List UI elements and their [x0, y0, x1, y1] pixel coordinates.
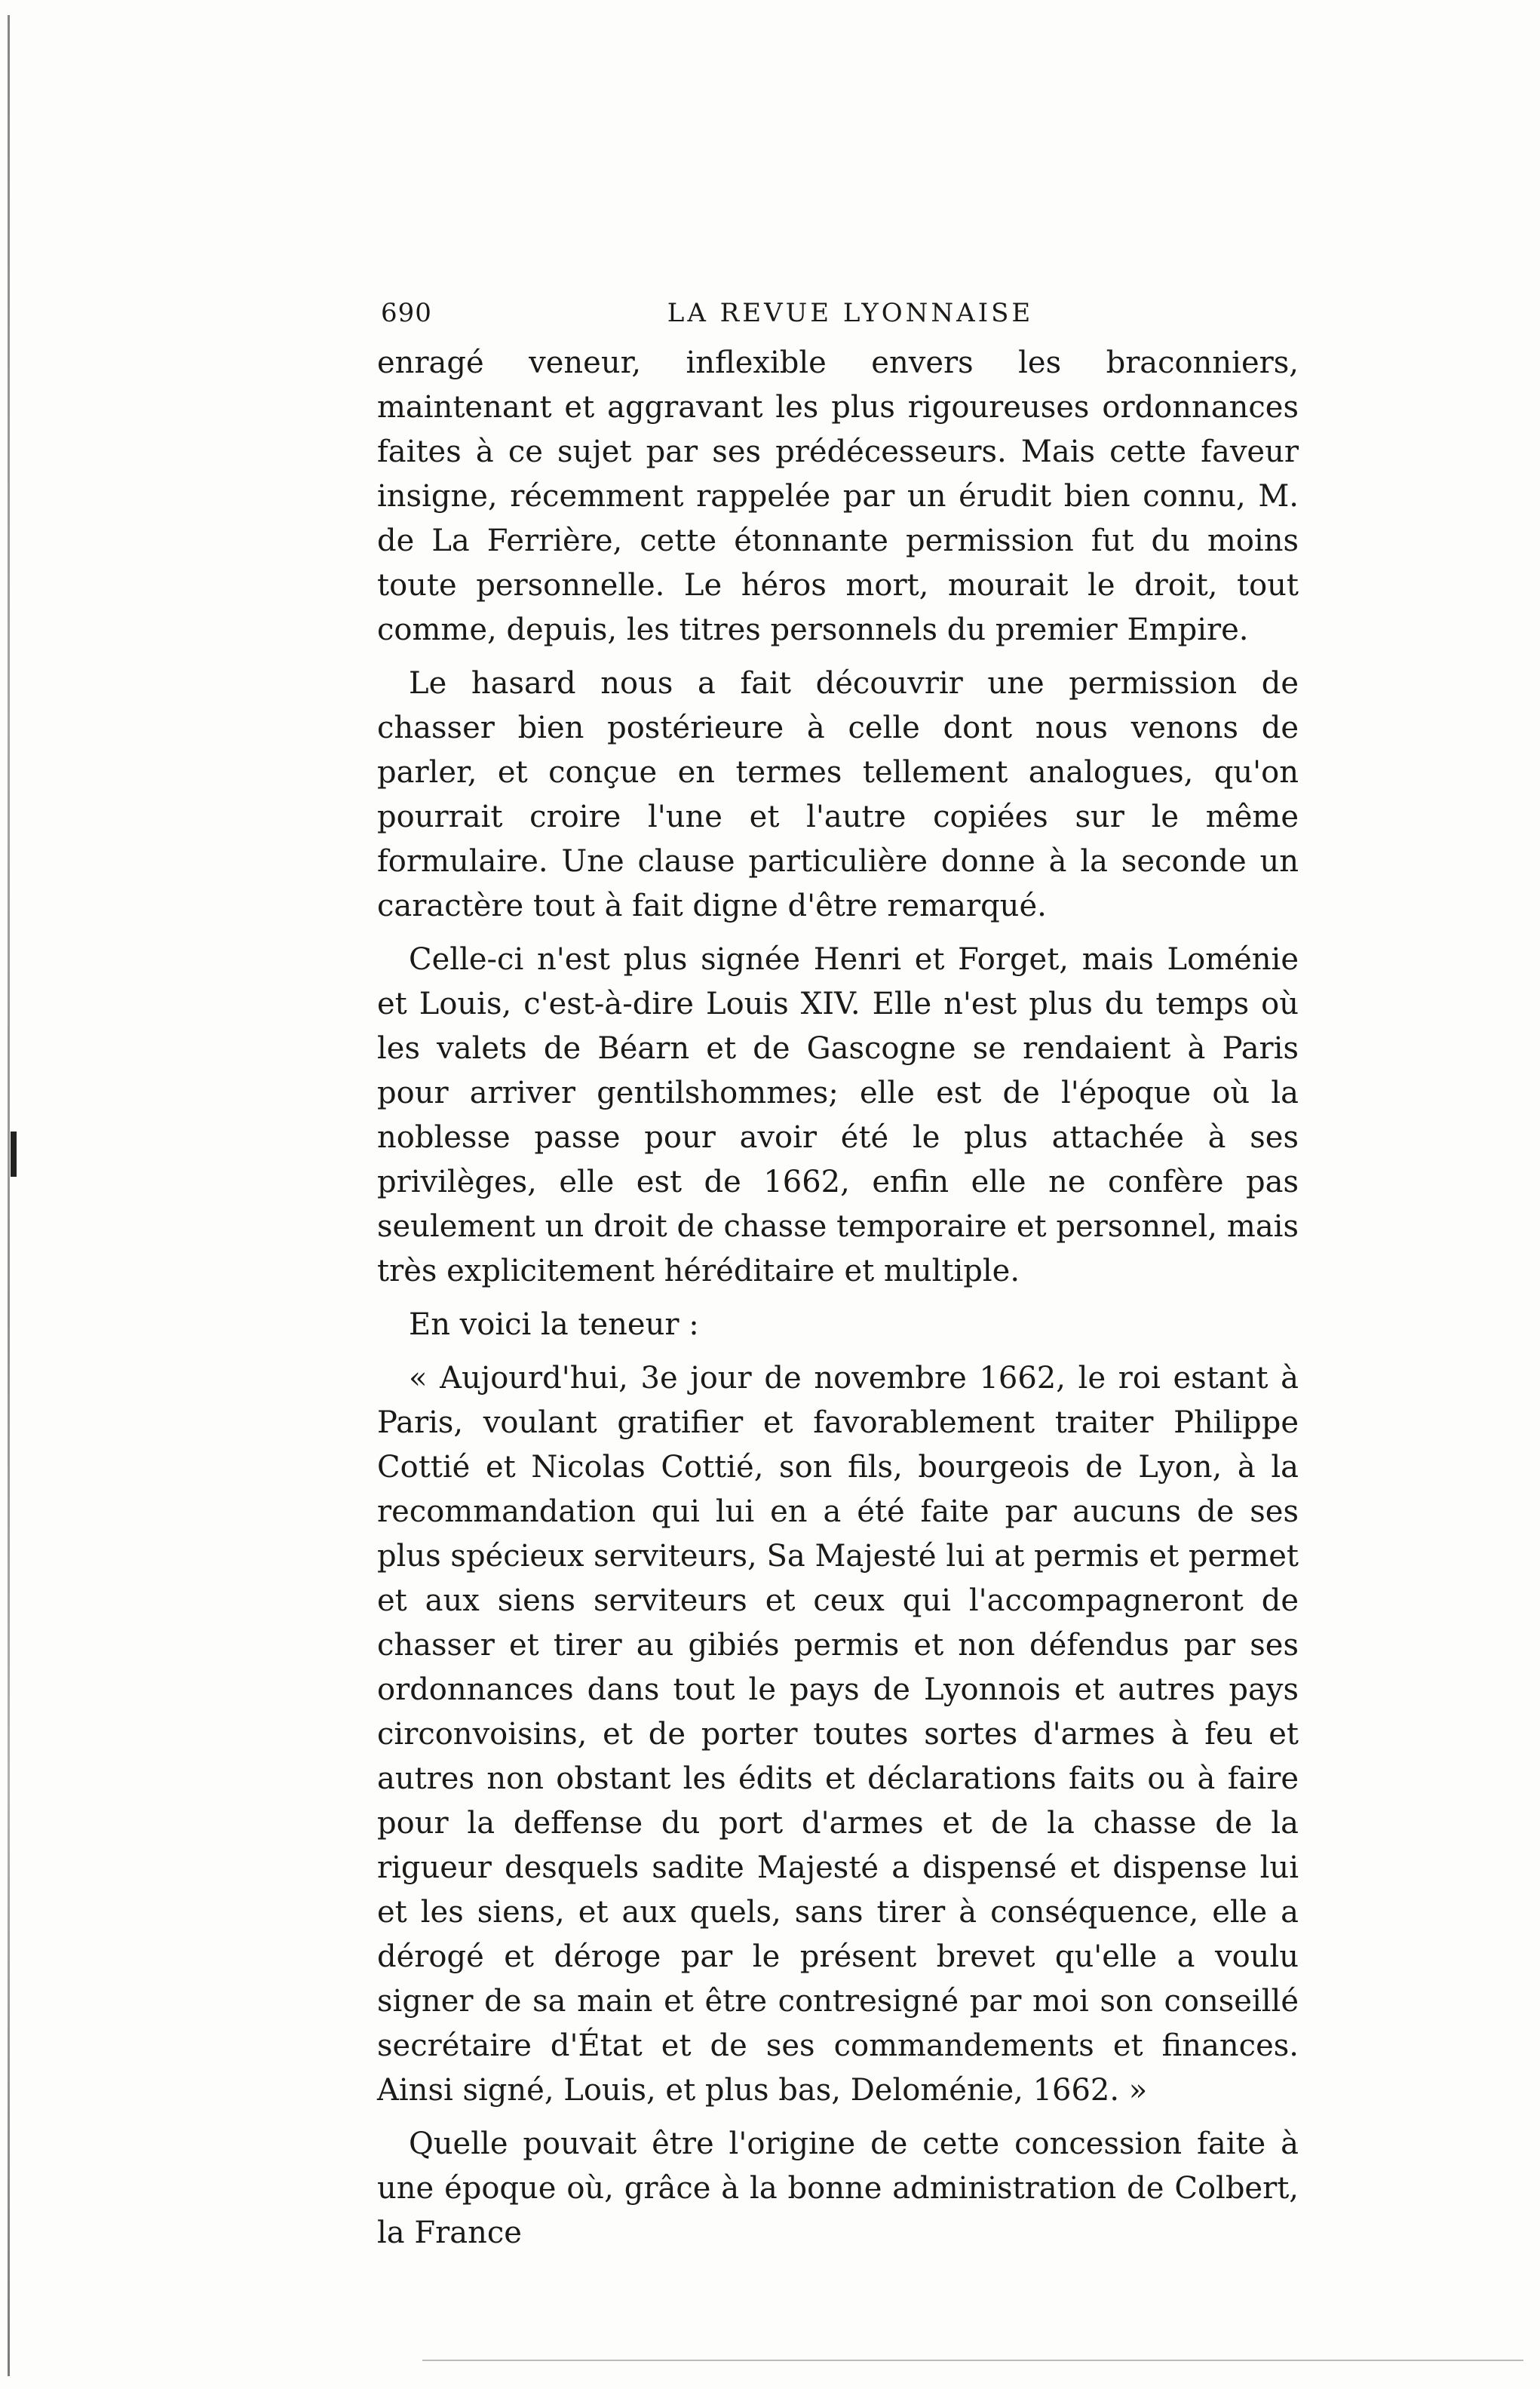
paragraph-5-quotation: « Aujourd'hui, 3e jour de novembre 1662, le roi estant à Paris, voulant gratifier et favorablement traiter Philippe Cottié et Nicolas Cottié, son fils, bourgeois de Lyon, à la recommandation qui lui en a été faite par aucuns de ses plus spécieux serviteurs, Sa Majesté lui at permis et permet et aux siens serviteurs et ceux qui l'accompagneront de chasser et tirer au gibiés permis et non défendus par ses ordonnances dans tout le pays de Lyonnois et autres pays circonvoisins, et de porter toutes sortes d'armes à feu et autres non obstant les édits et déclarations faits ou à faire pour la deffense du port d'armes et de la chasse de la rigueur desquels sadite Majesté a dispensé et dispense lui et les siens, et aux quels, sans tirer à conséquence, elle a dérogé et déroge par le présent brevet qu'elle a voulu signer de sa main et être contresigné par moi son conseillé secrétaire d'État et de ses commandements et finances. Ainsi signé, Louis, et plus bas, Deloménie, 1662. »: [377, 1361, 1299, 2108]
paragraph-1: enragé veneur, inflexible envers les braconniers, maintenant et aggravant les plus rigoureuses ordonnances faites à ce sujet par ses prédécesseurs. Mais cette faveur insigne, récemment rappelée par un érudit bien connu, M. de La Ferrière, cette étonnante permission fut du moins toute personnelle. Le héros mort, mourait le droit, tout comme, depuis, les titres personnels du premier Empire.: [377, 345, 1299, 647]
paragraph-6: Quelle pouvait être l'origine de cette concession faite à une époque où, grâce à la bonne administration de Colbert, la France: [377, 2126, 1299, 2250]
paragraph-2: Le hasard nous a fait découvrir une permission de chasser bien postérieure à celle dont nous venons de parler, et conçue en termes tellement analogues, qu'on pourrait croire l'une et l'autre copiées sur le même formulaire. Une clause particulière donne à la seconde un caractère tout à fait digne d'être remarqué.: [377, 666, 1299, 923]
scan-edge-mark: [11, 1132, 17, 1177]
page-header: [381, 298, 1320, 336]
running-title: LA REVUE LYONNAISE: [667, 298, 1034, 328]
page-number: 690: [381, 298, 432, 328]
paragraph-3: Celle-ci n'est plus signée Henri et Forget, mais Loménie et Louis, c'est-à-dire Louis XIV. Elle n'est plus du temps où les valets de Béarn et de Gascogne se rendaient à Paris pour arriver gentilshommes; elle est de l'époque où la noblesse passe pour avoir été le plus attachée à ses privilèges, elle est de 1662, enfin elle ne confère pas seulement un droit de chasse temporaire et personnel, mais très explicitement héréditaire et multiple.: [377, 942, 1299, 1288]
bottom-scan-line: [422, 2360, 1523, 2361]
body-text: [377, 341, 1299, 2265]
scan-edge-artifact: [8, 15, 10, 2376]
paragraph-4: En voici la teneur :: [409, 1307, 699, 1342]
